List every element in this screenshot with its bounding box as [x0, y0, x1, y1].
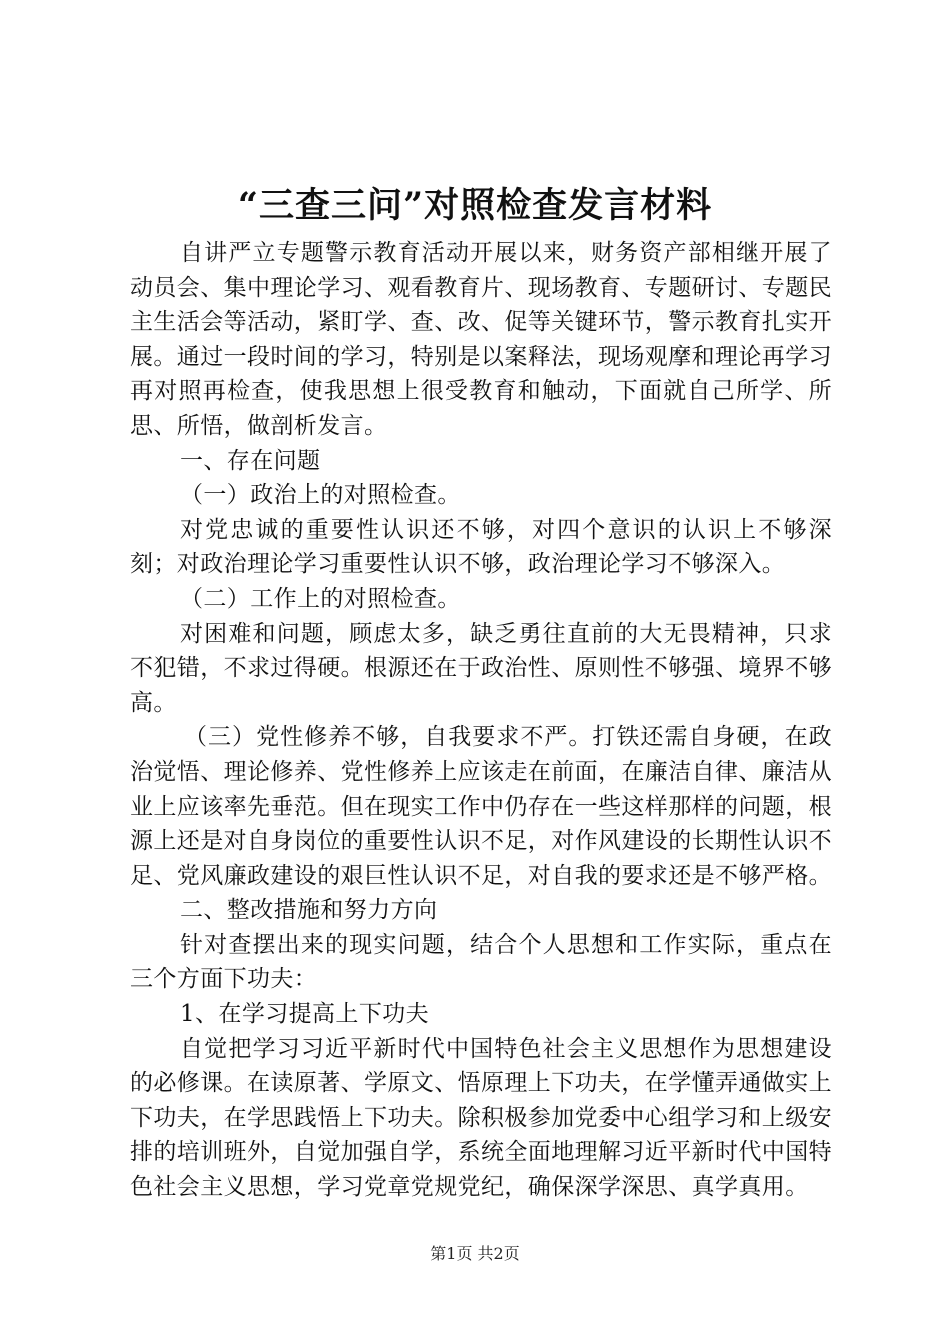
paragraph-study: 自觉把学习习近平新时代中国特色社会主义思想作为思想建设的必修课。在读原著、学原文、悟原理上下功夫，在学懂弄通做实上下功夫，在学思践悟上下功夫。除积极参加党委中心组学习和上级安排的培训班外，自觉加强自学，系统全面地理解习近平新时代中国特色社会主义思想，学习党章党规党纪，确保深学深思、真学真用。 [130, 1035, 832, 1201]
document-title: “三查三问”对照检查发言材料 [237, 185, 713, 226]
document-body [130, 236, 832, 1205]
paragraph-party-spirit: （三）党性修养不够，自我要求不严。打铁还需自身硬，在政治觉悟、理论修养、党性修养上应该走在前面，在廉洁自律、廉洁从业上应该率先垂范。但在现实工作中仍存在一些这样那样的问题，根源上还是对自身岗位的重要性认识不足，对作风建设的长期性认识不足、党风廉政建设的艰巨性认识不足，对自我的要求还是不够严格。 [130, 724, 832, 889]
heading-existing-problems: 一、存在问题 [180, 447, 321, 474]
paragraph-intro: 自讲严立专题警示教育活动开展以来，财务资产部相继开展了动员会、集中理论学习、观看教育片、现场教育、专题研讨、专题民主生活会等活动，紧盯学、查、改、促等关键环节，警示教育扎实开展。通过一段时间的学习，特别是以案释法，现场观摩和理论再学习再对照再检查，使我思想上很受教育和触动，下面就自己所学、所思、所悟，做剖析发言。 [130, 240, 832, 439]
subheading-study: 1、在学习提高上下功夫 [180, 1001, 430, 1028]
paragraph-rectification-intro: 针对查摆出来的现实问题，结合个人思想和工作实际，重点在三个方面下功夫： [130, 931, 832, 993]
subheading-work-check: （二）工作上的对照检查。 [180, 585, 461, 612]
page-footer: 第1页 共2页 [430, 1244, 520, 1263]
subheading-political-check: （一）政治上的对照检查。 [180, 482, 461, 509]
paragraph-work-check: 对困难和问题，顾虑太多，缺乏勇往直前的大无畏精神，只求不犯错，不求过得硬。根源还在于政治性、原则性不够强、境界不够高。 [130, 620, 832, 716]
paragraph-political-check: 对党忠诚的重要性认识还不够，对四个意识的认识上不够深刻；对政治理论学习重要性认识不够，政治理论学习不够深入。 [130, 516, 832, 578]
heading-rectification: 二、整改措施和努力方向 [180, 897, 438, 924]
